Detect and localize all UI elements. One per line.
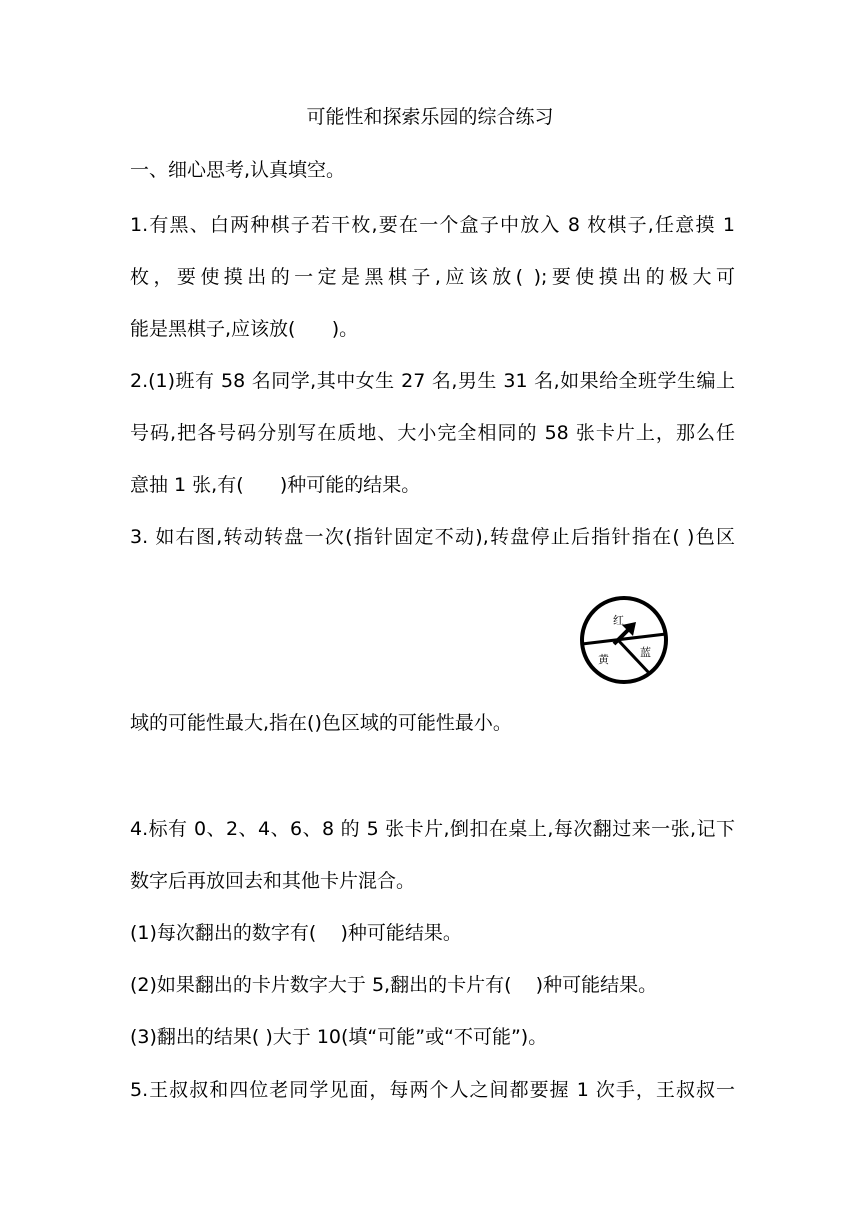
spinner-label-blue: 蓝 [640, 646, 651, 659]
spinner-label-red: 红 [613, 614, 624, 627]
q5-line-1: 5.王叔叔和四位老同学见面，每两个人之间都要握 1 次手，王叔叔一 [130, 1079, 735, 1101]
q2-line-3: 意抽 1 张,有( )种可能的结果。 [130, 474, 421, 496]
q4-line-1: 4.标有 0、2、4、6、8 的 5 张卡片,倒扣在桌上,每次翻过来一张,记下 [130, 818, 735, 840]
q2-line-1: 2.(1)班有 58 名同学,其中女生 27 名,男生 31 名,如果给全班学生编上 [130, 370, 735, 392]
q4-line-2: 数字后再放回去和其他卡片混合。 [130, 870, 416, 892]
document-title: 可能性和探索乐园的综合练习 [306, 106, 554, 128]
q3-line-2: 域的可能性最大,指在()色区域的可能性最小。 [130, 712, 512, 734]
q1-line-1: 1.有黑、白两种棋子若干枚,要在一个盒子中放入 8 枚棋子,任意摸 1 [130, 214, 735, 236]
q4-sub-3: (3)翻出的结果( )大于 10(填“可能”或“不可能”)。 [130, 1026, 548, 1048]
section-heading: 一、细心思考,认真填空。 [130, 159, 346, 181]
q2-line-2: 号码,把各号码分别写在质地、大小完全相同的 58 张卡片上，那么任 [130, 422, 735, 444]
q3-line-1: 3. 如右图,转动转盘一次(指针固定不动),转盘停止后指针指在( )色区 [130, 526, 735, 548]
spinner-diagram [578, 594, 670, 686]
q4-sub-2: (2)如果翻出的卡片数字大于 5,翻出的卡片有( )种可能结果。 [130, 974, 658, 996]
q1-line-2: 枚，要使摸出的一定是黑棋子,应该放( );要使摸出的极大可 [130, 266, 735, 288]
q4-sub-1: (1)每次翻出的数字有( )种可能结果。 [130, 922, 462, 944]
spinner-label-yellow: 黄 [598, 653, 609, 666]
q1-line-3: 能是黑棋子,应该放( )。 [130, 318, 359, 340]
